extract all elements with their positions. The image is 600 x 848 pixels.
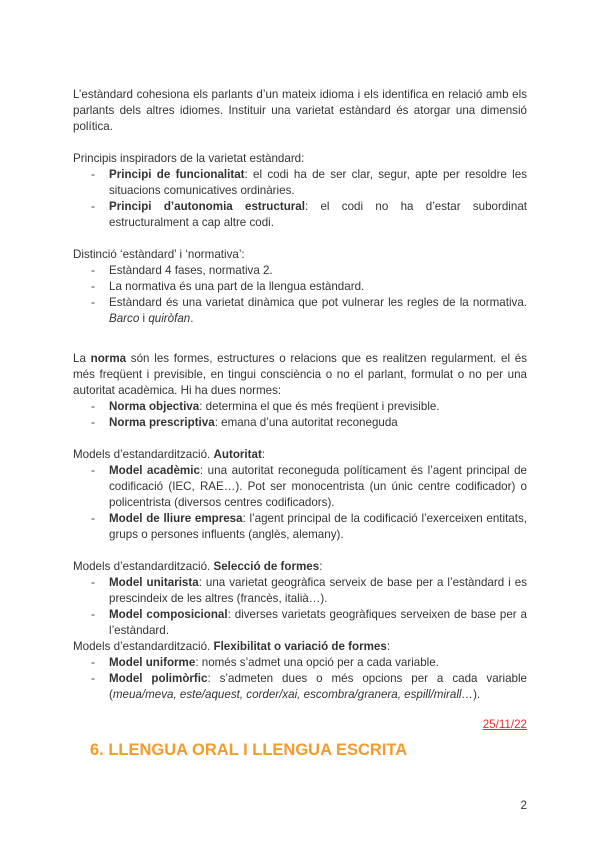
list-item: - Model composicional: diverses varietats geogràfiques serveixen de base per a l’estàndard.	[109, 607, 527, 639]
distincio-list	[73, 263, 527, 327]
flexibilitat-title: Models d’estandardització. Flexibilitat o variació de formes:	[73, 640, 391, 653]
list-item: - Estàndard és una varietat dinàmica que pot vulnerar les regles de la normativa. Barco i quiròfan.	[109, 295, 527, 327]
distincio-title: Distinció ‘estàndard’ i ‘normativa’:	[73, 248, 245, 261]
section-heading: 6. LLENGUA ORAL I LLENGUA ESCRITA	[90, 741, 408, 759]
autoritat-title: Models d’estandardització. Autoritat:	[73, 448, 266, 461]
autoritat-list	[73, 463, 527, 543]
flexibilitat-list	[73, 655, 527, 703]
list-item: - Model unitarista: una varietat geogràfica serveix de base per a l’estàndard i es prescindeix de les altres (francès, italià…).	[109, 575, 527, 607]
list-item: - Estàndard 4 fases, normativa 2.	[109, 263, 527, 279]
principis-list	[73, 167, 527, 231]
list-item: - Principi de funcionalitat: el codi ha de ser clar, segur, apte per resoldre les situacions comunicatives ordinàries.	[109, 167, 527, 199]
list-item: - La normativa és una part de la llengua estàndard.	[109, 279, 527, 295]
list-item: - Model de lliure empresa: l’agent principal de la codificació l’exerceixen entitats, grups o persones influents (anglès, alemany).	[109, 511, 527, 543]
document-page	[73, 87, 527, 761]
page-number: 2	[520, 799, 527, 812]
seleccio-list	[73, 575, 527, 639]
list-item: - Model polimòrfic: s’admeten dues o més opcions per a cada variable (meua/meva, este/aquest, corder/xai, escombra/granera, espill/mirall…).	[109, 671, 527, 703]
norma-list	[73, 399, 527, 431]
principis-title: Principis inspiradors de la varietat estàndard:	[73, 152, 305, 165]
list-item: - Model acadèmic: una autoritat reconeguda políticament és l’agent principal de codificació (IEC, RAE…). Pot ser monocentrista (un únic centre codificador) o policentrista (diversos centres codificadors).	[109, 463, 527, 511]
list-item: - Norma prescriptiva: emana d’una autoritat reconeguda	[109, 415, 527, 431]
norma-paragraph: La norma són les formes, estructures o relacions que es realitzen regularment. el és més freqüent i previsible, en tingui consciència o no el parlant, formulat o no per una autoritat acadèmica. Hi ha dues normes:	[73, 352, 527, 397]
list-item: - Principi d’autonomia estructural: el codi no ha d’estar subordinat estructuralment a cap altre codi.	[109, 199, 527, 231]
list-item: - Norma objectiva: determina el que és més freqüent i previsible.	[109, 399, 527, 415]
seleccio-title: Models d’estandardització. Selecció de formes:	[73, 560, 323, 573]
intro-paragraph: L’estàndard cohesiona els parlants d’un mateix idioma i els identifica en relació amb els parlants dels altres idiomes. Instituir una varietat estàndard és atorgar una dimensió política.	[73, 88, 527, 133]
list-item: - Model uniforme: només s’admet una opció per a cada variable.	[109, 655, 527, 671]
date-stamp: 25/11/22	[482, 718, 527, 731]
